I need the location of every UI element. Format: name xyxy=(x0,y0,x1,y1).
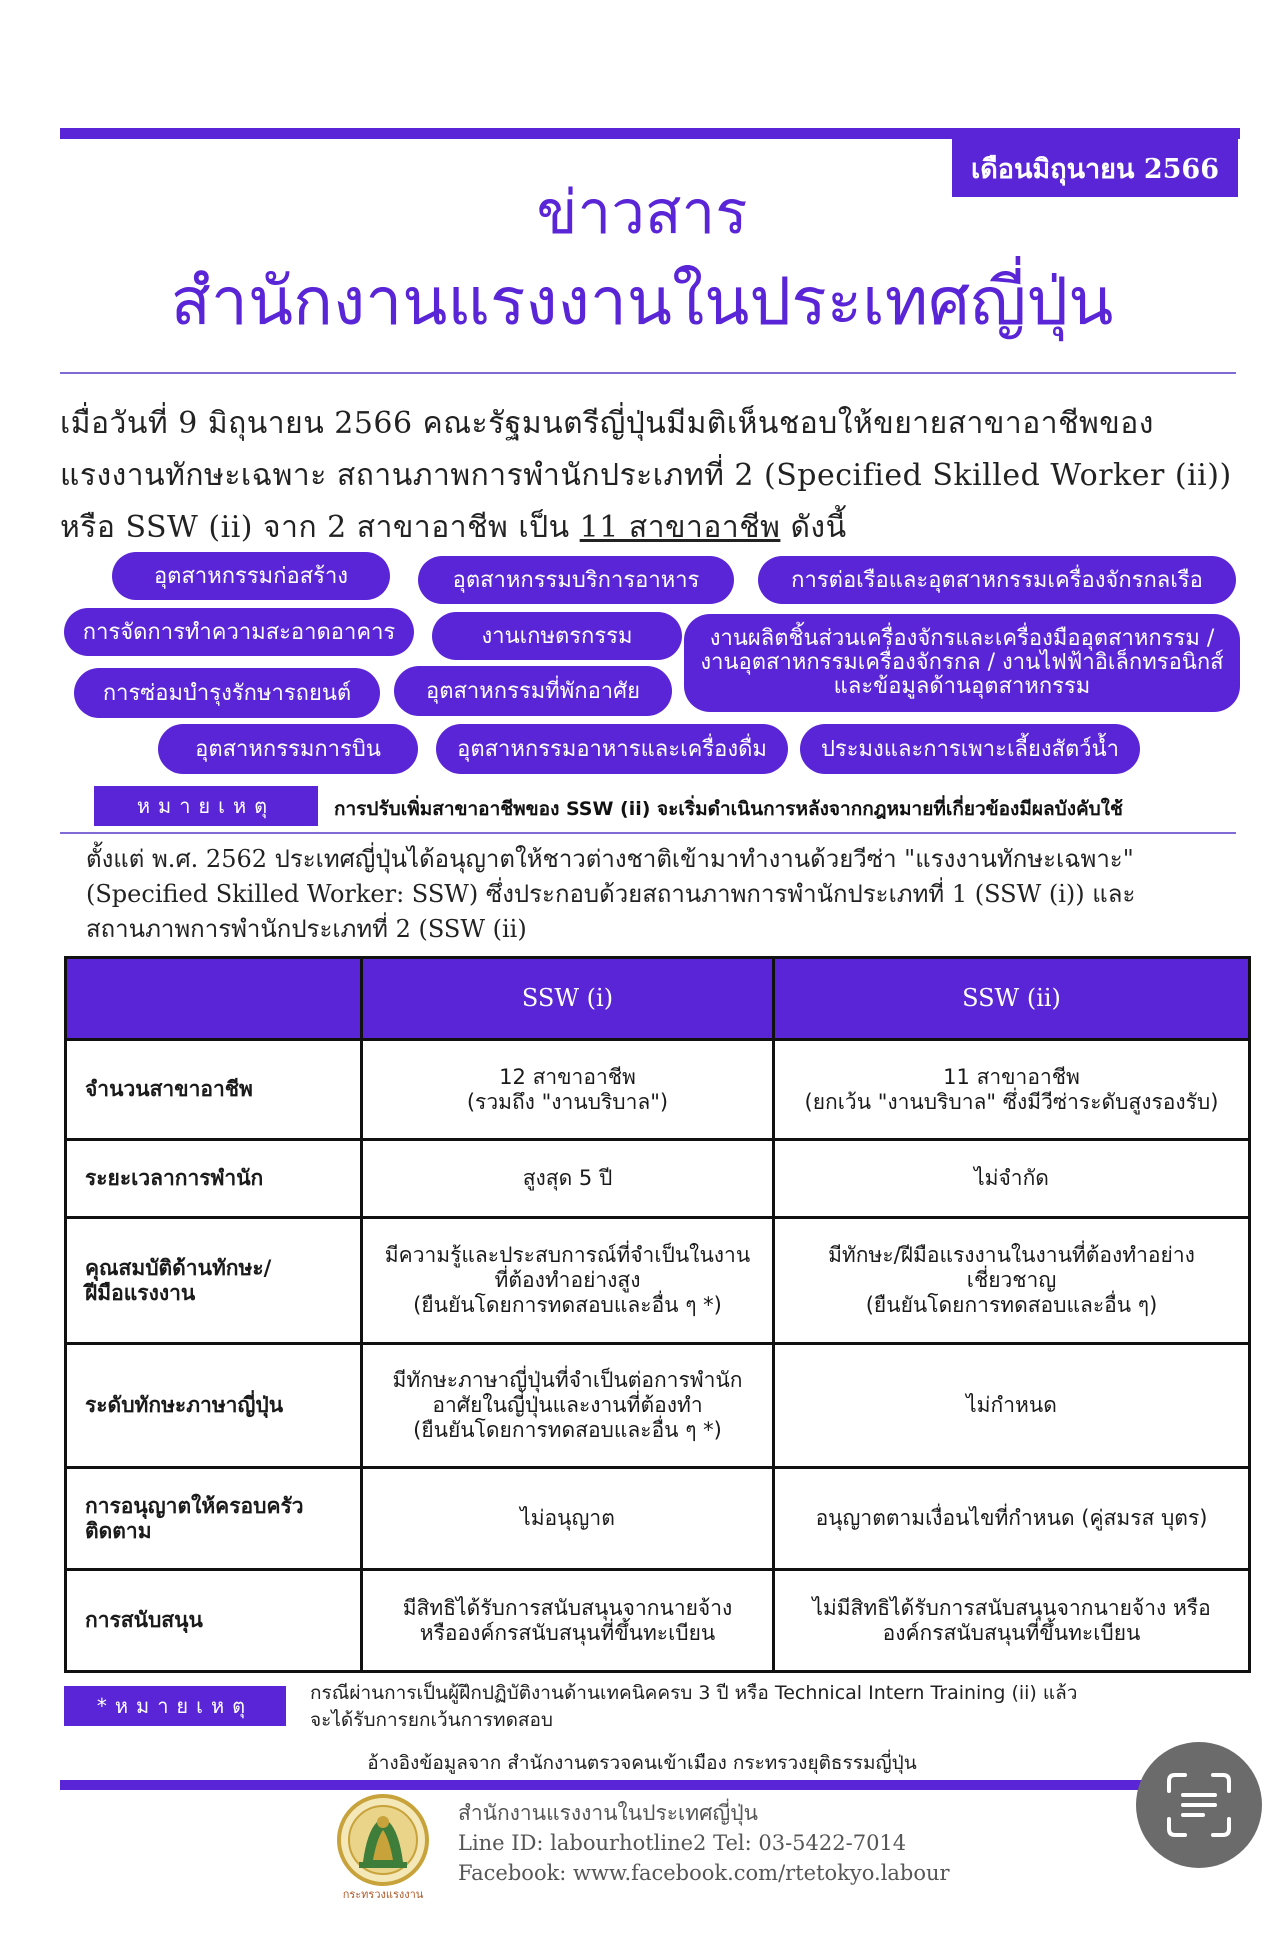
note-divider xyxy=(60,832,1236,834)
sector-pill: อุตสาหกรรมที่พักอาศัย xyxy=(394,666,672,716)
title-office: สำนักงานแรงงานในประเทศญี่ปุ่น xyxy=(170,263,1114,340)
cell-ssw2: 11 สาขาอาชีพ (ยกเว้น "งานบริบาล" ซึ่งมีวีซ่าระดับสูงรองรับ) xyxy=(774,1040,1250,1140)
header-cell-ssw1: SSW (i) xyxy=(362,958,774,1040)
cell-ssw2: ไม่จำกัด xyxy=(774,1140,1250,1218)
text-scan-button[interactable] xyxy=(1136,1742,1262,1868)
table-header-row xyxy=(66,958,1250,1040)
contact-facebook: Facebook: www.facebook.com/rtetokyo.labour xyxy=(458,1861,950,1885)
row-label: การสนับสนุน xyxy=(66,1570,362,1672)
top-accent-bar xyxy=(60,128,1240,139)
row-label: คุณสมบัติด้านทักษะ/ ฝีมือแรงงาน xyxy=(66,1218,362,1344)
intro-part1: เมื่อวันที่ 9 มิถุนายน 2566 คณะรัฐมนตรีญี่ปุ่นมีมติเห็นชอบให้ขยายสาขาอาชีพของแรงงานทักษะเฉพาะ สถานภาพการพำนักประเภทที่ 2 (Specified Skilled Worker (ii)) หรือ SSW (ii) จาก 2 สาขาอาชีพ เป็น xyxy=(60,406,1232,545)
month-badge: เดือนมิถุนายน 2566 xyxy=(952,139,1238,197)
ministry-seal-logo xyxy=(333,1792,433,1904)
sector-pill: การซ่อมบำรุงรักษารถยนต์ xyxy=(74,668,380,718)
header-cell-ssw2: SSW (ii) xyxy=(774,958,1250,1040)
sector-pill: อุตสาหกรรมอาหารและเครื่องดื่ม xyxy=(436,724,788,774)
intro-part2: ดังนี้ xyxy=(780,510,847,545)
header-cell xyxy=(66,958,362,1040)
row-label: ระดับทักษะภาษาญี่ปุ่น xyxy=(66,1344,362,1468)
intro-emphasis: 11 สาขาอาชีพ xyxy=(579,510,781,545)
table-row xyxy=(66,1344,1250,1468)
background-paragraph: ตั้งแต่ พ.ศ. 2562 ประเทศญี่ปุ่นได้อนุญาตให้ชาวต่างชาติเข้ามาทำงานด้วยวีซ่า "แรงงานทักษะเฉพาะ" (Specified Skilled Worker: SSW) ซึ่งประกอบด้วยสถานภาพการพำนักประเภทที่ 1 (SSW (i)) และสถานภาพการพำนักประเภทที่ 2 (SSW (ii) xyxy=(86,845,1136,943)
title-divider xyxy=(60,372,1236,374)
sector-pill: งานเกษตรกรรม xyxy=(432,612,682,660)
footnote-label: *หมายเหตุ xyxy=(64,1686,286,1726)
cell-ssw1: มีทักษะภาษาญี่ปุ่นที่จำเป็นต่อการพำนัก อาศัยในญี่ปุ่นและงานที่ต้องทำ (ยืนยันโดยการทดสอบและอื่น ๆ *) xyxy=(362,1344,774,1468)
cell-ssw2: ไม่กำหนด xyxy=(774,1344,1250,1468)
title-news: ข่าวสาร xyxy=(536,178,748,248)
note-label: หมายเหตุ xyxy=(94,786,318,826)
cell-ssw2: อนุญาตตามเงื่อนไขที่กำหนด (คู่สมรส บุตร) xyxy=(774,1468,1250,1570)
cell-ssw2: ไม่มีสิทธิได้รับการสนับสนุนจากนายจ้าง หรือ องค์กรสนับสนุนที่ขึ้นทะเบียน xyxy=(774,1570,1250,1672)
sector-pill: อุตสาหกรรมการบิน xyxy=(158,724,418,774)
cell-ssw1: มีความรู้และประสบการณ์ที่จำเป็นในงาน ที่ต้องทำอย่างสูง (ยืนยันโดยการทดสอบและอื่น ๆ *) xyxy=(362,1218,774,1344)
sector-pill: อุตสาหกรรมก่อสร้าง xyxy=(112,552,390,600)
row-label: ระยะเวลาการพำนัก xyxy=(66,1140,362,1218)
sector-pill: งานผลิตชิ้นส่วนเครื่องจักรและเครื่องมืออุตสาหกรรม / งานอุตสาหกรรมเครื่องจักรกล / งานไฟฟ้าอิเล็กทรอนิกส์ และข้อมูลด้านอุตสาหกรรม xyxy=(684,614,1240,712)
table-row xyxy=(66,1218,1250,1344)
ssw-comparison-table xyxy=(64,956,1251,1673)
contact-line-tel: Line ID: labourhotline2 Tel: 03-5422-7014 xyxy=(458,1831,907,1855)
row-label: จำนวนสาขาอาชีพ xyxy=(66,1040,362,1140)
contact-org: สำนักงานแรงงานในประเทศญี่ปุ่น xyxy=(458,1801,758,1825)
bottom-accent-bar xyxy=(60,1780,1146,1790)
intro-text xyxy=(60,398,1240,554)
text-scan-icon xyxy=(1159,1765,1239,1845)
sector-pill: การต่อเรือและอุตสาหกรรมเครื่องจักรกลเรือ xyxy=(758,556,1236,604)
contact-block xyxy=(458,1798,950,1888)
table-row xyxy=(66,1140,1250,1218)
sector-pill: การจัดการทำความสะอาดอาคาร xyxy=(64,608,414,656)
footnote-text: กรณีผ่านการเป็นผู้ฝึกปฏิบัติงานด้านเทคนิคครบ 3 ปี หรือ Technical Intern Training (ii) แล้ว จะได้รับการยกเว้นการทดสอบ xyxy=(310,1682,1078,1731)
cell-ssw1: สูงสุด 5 ปี xyxy=(362,1140,774,1218)
reference-text: อ้างอิงข้อมูลจาก สำนักงานตรวจคนเข้าเมือง กระทรวงยุติธรรมญี่ปุ่น xyxy=(367,1752,917,1774)
seal-text: กระทรวงแรงงาน xyxy=(342,1888,424,1901)
cell-ssw2: มีทักษะ/ฝีมือแรงงานในงานที่ต้องทำอย่าง เชี่ยวชาญ (ยืนยันโดยการทดสอบและอื่น ๆ) xyxy=(774,1218,1250,1344)
table-row xyxy=(66,1040,1250,1140)
cell-ssw1: ไม่อนุญาต xyxy=(362,1468,774,1570)
sector-pill: ประมงและการเพาะเลี้ยงสัตว์น้ำ xyxy=(800,724,1140,774)
note-text: การปรับเพิ่มสาขาอาชีพของ SSW (ii) จะเริ่มดำเนินการหลังจากกฎหมายที่เกี่ยวข้องมีผลบังคับใช้ xyxy=(334,798,1123,820)
cell-ssw1: 12 สาขาอาชีพ (รวมถึง "งานบริบาล") xyxy=(362,1040,774,1140)
sector-pill: อุตสาหกรรมบริการอาหาร xyxy=(418,556,734,604)
table-row xyxy=(66,1570,1250,1672)
row-label: การอนุญาตให้ครอบครัว ติดตาม xyxy=(66,1468,362,1570)
cell-ssw1: มีสิทธิได้รับการสนับสนุนจากนายจ้าง หรือองค์กรสนับสนุนที่ขึ้นทะเบียน xyxy=(362,1570,774,1672)
table-row xyxy=(66,1468,1250,1570)
